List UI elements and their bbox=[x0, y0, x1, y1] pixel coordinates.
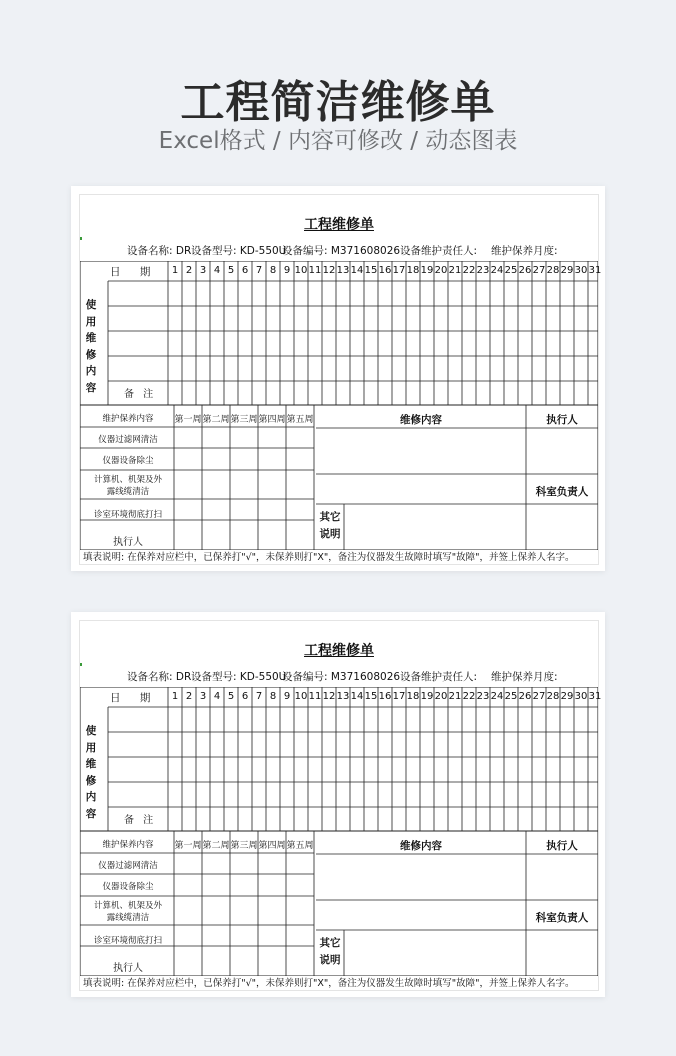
day-header: 7 bbox=[255, 691, 263, 702]
day-header: 2 bbox=[185, 265, 193, 276]
table-grid bbox=[80, 687, 598, 976]
week-2-header: 第二周 bbox=[202, 415, 230, 425]
use-repair-label bbox=[84, 723, 98, 822]
use-repair-char: 使 bbox=[85, 725, 97, 737]
other-notes-label bbox=[316, 509, 344, 543]
day-header: 21 bbox=[448, 691, 462, 702]
day-header: 12 bbox=[322, 265, 336, 276]
use-repair-char: 内 bbox=[85, 365, 97, 377]
day-header: 23 bbox=[476, 691, 490, 702]
day-header: 5 bbox=[227, 265, 235, 276]
week-3-header: 第三周 bbox=[230, 841, 258, 851]
task-room-clean: 诊室环境彻底打扫 bbox=[93, 510, 162, 520]
day-header: 31 bbox=[588, 265, 602, 276]
day-header: 16 bbox=[378, 691, 392, 702]
day-header: 8 bbox=[269, 265, 277, 276]
other-notes-line: 说明 bbox=[319, 528, 341, 540]
executor-header: 执行人 bbox=[546, 840, 578, 852]
other-notes-line: 其它 bbox=[319, 937, 341, 949]
department-head-label: 科室负责人 bbox=[535, 912, 589, 924]
use-repair-char: 内 bbox=[85, 791, 97, 803]
day-header: 10 bbox=[294, 691, 308, 702]
day-header: 1 bbox=[171, 691, 179, 702]
day-header: 20 bbox=[434, 691, 448, 702]
day-header: 1 bbox=[171, 265, 179, 276]
day-header: 5 bbox=[227, 691, 235, 702]
day-header: 21 bbox=[448, 265, 462, 276]
form-footnote: 填表说明: 在保养对应栏中，已保养打"√"，未保养则打"X"，备注为仪器发生故障时填写"故障"，并签上保养人名字。 bbox=[83, 978, 575, 989]
form-footnote: 填表说明: 在保养对应栏中，已保养打"√"，未保养则打"X"，备注为仪器发生故障时填写"故障"，并签上保养人名字。 bbox=[83, 552, 575, 563]
task-computer-clean-line1: 计算机、机架及外 bbox=[93, 475, 162, 485]
day-header: 10 bbox=[294, 265, 308, 276]
form-title: 工程维修单 bbox=[304, 217, 374, 233]
use-repair-char: 修 bbox=[85, 348, 97, 361]
form-frame bbox=[79, 194, 602, 565]
task-filter-clean: 仪器过滤网清洁 bbox=[98, 435, 158, 445]
day-header: 27 bbox=[532, 691, 546, 702]
day-header: 8 bbox=[269, 691, 277, 702]
day-header: 19 bbox=[420, 265, 434, 276]
table-grid bbox=[80, 261, 598, 550]
device-number: 设备编号: M371608026 bbox=[282, 671, 401, 683]
device-name: 设备名称: DR bbox=[127, 671, 192, 683]
maintenance-table bbox=[80, 261, 602, 550]
day-header: 28 bbox=[546, 691, 560, 702]
day-header: 22 bbox=[462, 265, 476, 276]
use-repair-label bbox=[84, 297, 98, 396]
week-1-header: 第一周 bbox=[174, 415, 202, 425]
executor-row-label: 执行人 bbox=[113, 537, 143, 548]
department-head-label: 科室负责人 bbox=[535, 486, 589, 498]
note-label: 备 注 bbox=[124, 389, 157, 400]
day-header: 18 bbox=[406, 265, 420, 276]
page-title: 工程简洁维修单 bbox=[180, 77, 496, 128]
day-header: 14 bbox=[350, 691, 364, 702]
device-model: 设备型号: KD-550U bbox=[191, 671, 287, 683]
page-subtitle: Excel格式 / 内容可修改 / 动态图表 bbox=[158, 128, 518, 154]
day-header: 23 bbox=[476, 265, 490, 276]
task-computer-clean-line2: 露线缆清洁 bbox=[106, 487, 150, 497]
day-header: 9 bbox=[283, 265, 291, 276]
task-dust-removal: 仪器设备除尘 bbox=[102, 882, 154, 892]
use-repair-char: 容 bbox=[85, 381, 97, 394]
day-header: 15 bbox=[364, 691, 378, 702]
date-header: 日 期 bbox=[110, 266, 159, 278]
form-sheet bbox=[71, 612, 605, 997]
day-header: 24 bbox=[490, 691, 504, 702]
day-header: 13 bbox=[336, 265, 350, 276]
task-computer-clean-line1: 计算机、机架及外 bbox=[93, 901, 162, 911]
day-header: 22 bbox=[462, 691, 476, 702]
date-header: 日 期 bbox=[110, 692, 159, 704]
device-responsible: 设备维护责任人: bbox=[400, 671, 478, 683]
note-label: 备 注 bbox=[124, 815, 157, 826]
repair-content-header: 维修内容 bbox=[400, 414, 442, 426]
day-header: 29 bbox=[560, 691, 574, 702]
use-repair-char: 修 bbox=[85, 774, 97, 787]
use-repair-char: 使 bbox=[85, 299, 97, 311]
task-dust-removal: 仪器设备除尘 bbox=[102, 456, 154, 466]
day-header: 26 bbox=[518, 265, 532, 276]
day-header: 3 bbox=[199, 265, 207, 276]
cell-marker bbox=[80, 237, 82, 240]
maintenance-month: 维护保养月度: bbox=[491, 671, 558, 683]
week-4-header: 第四周 bbox=[258, 415, 286, 425]
form-frame bbox=[79, 620, 602, 991]
day-header: 6 bbox=[241, 691, 249, 702]
maintenance-header: 维护保养内容 bbox=[102, 840, 154, 850]
use-repair-char: 用 bbox=[85, 315, 97, 328]
device-model: 设备型号: KD-550U bbox=[191, 245, 287, 257]
week-1-header: 第一周 bbox=[174, 841, 202, 851]
maintenance-header: 维护保养内容 bbox=[102, 414, 154, 424]
day-header: 11 bbox=[308, 691, 322, 702]
day-header: 4 bbox=[213, 691, 221, 702]
day-header: 9 bbox=[283, 691, 291, 702]
week-4-header: 第四周 bbox=[258, 841, 286, 851]
maintenance-table bbox=[80, 687, 602, 976]
executor-header: 执行人 bbox=[546, 414, 578, 426]
day-header: 13 bbox=[336, 691, 350, 702]
day-header: 14 bbox=[350, 265, 364, 276]
day-header: 31 bbox=[588, 691, 602, 702]
device-name: 设备名称: DR bbox=[127, 245, 192, 257]
day-header: 25 bbox=[504, 265, 518, 276]
week-5-header: 第五周 bbox=[286, 415, 314, 425]
task-filter-clean: 仪器过滤网清洁 bbox=[98, 861, 158, 871]
other-notes-label bbox=[316, 935, 344, 969]
week-3-header: 第三周 bbox=[230, 415, 258, 425]
day-header: 7 bbox=[255, 265, 263, 276]
day-header: 17 bbox=[392, 691, 406, 702]
day-header: 25 bbox=[504, 691, 518, 702]
day-header: 3 bbox=[199, 691, 207, 702]
form-sheet bbox=[71, 186, 605, 571]
day-header: 4 bbox=[213, 265, 221, 276]
use-repair-char: 维 bbox=[85, 332, 97, 344]
week-5-header: 第五周 bbox=[286, 841, 314, 851]
use-repair-char: 容 bbox=[85, 807, 97, 820]
use-repair-char: 维 bbox=[85, 758, 97, 770]
day-header: 19 bbox=[420, 691, 434, 702]
device-number: 设备编号: M371608026 bbox=[282, 245, 401, 257]
day-header: 18 bbox=[406, 691, 420, 702]
executor-row-label: 执行人 bbox=[113, 963, 143, 974]
other-notes-line: 其它 bbox=[319, 511, 341, 523]
day-header: 24 bbox=[490, 265, 504, 276]
day-header: 2 bbox=[185, 691, 193, 702]
cell-marker bbox=[80, 663, 82, 666]
day-header: 12 bbox=[322, 691, 336, 702]
other-notes-line: 说明 bbox=[319, 954, 341, 966]
week-2-header: 第二周 bbox=[202, 841, 230, 851]
day-header: 17 bbox=[392, 265, 406, 276]
day-header: 11 bbox=[308, 265, 322, 276]
day-header: 26 bbox=[518, 691, 532, 702]
day-header: 6 bbox=[241, 265, 249, 276]
day-header: 20 bbox=[434, 265, 448, 276]
repair-content-header: 维修内容 bbox=[400, 840, 442, 852]
device-responsible: 设备维护责任人: bbox=[400, 245, 478, 257]
task-computer-clean-line2: 露线缆清洁 bbox=[106, 913, 150, 923]
day-header: 30 bbox=[574, 691, 588, 702]
task-room-clean: 诊室环境彻底打扫 bbox=[93, 936, 162, 946]
use-repair-char: 用 bbox=[85, 741, 97, 754]
day-header: 15 bbox=[364, 265, 378, 276]
maintenance-month: 维护保养月度: bbox=[491, 245, 558, 257]
day-header: 27 bbox=[532, 265, 546, 276]
day-header: 30 bbox=[574, 265, 588, 276]
day-header: 29 bbox=[560, 265, 574, 276]
form-title: 工程维修单 bbox=[304, 643, 374, 659]
day-header: 28 bbox=[546, 265, 560, 276]
day-header: 16 bbox=[378, 265, 392, 276]
